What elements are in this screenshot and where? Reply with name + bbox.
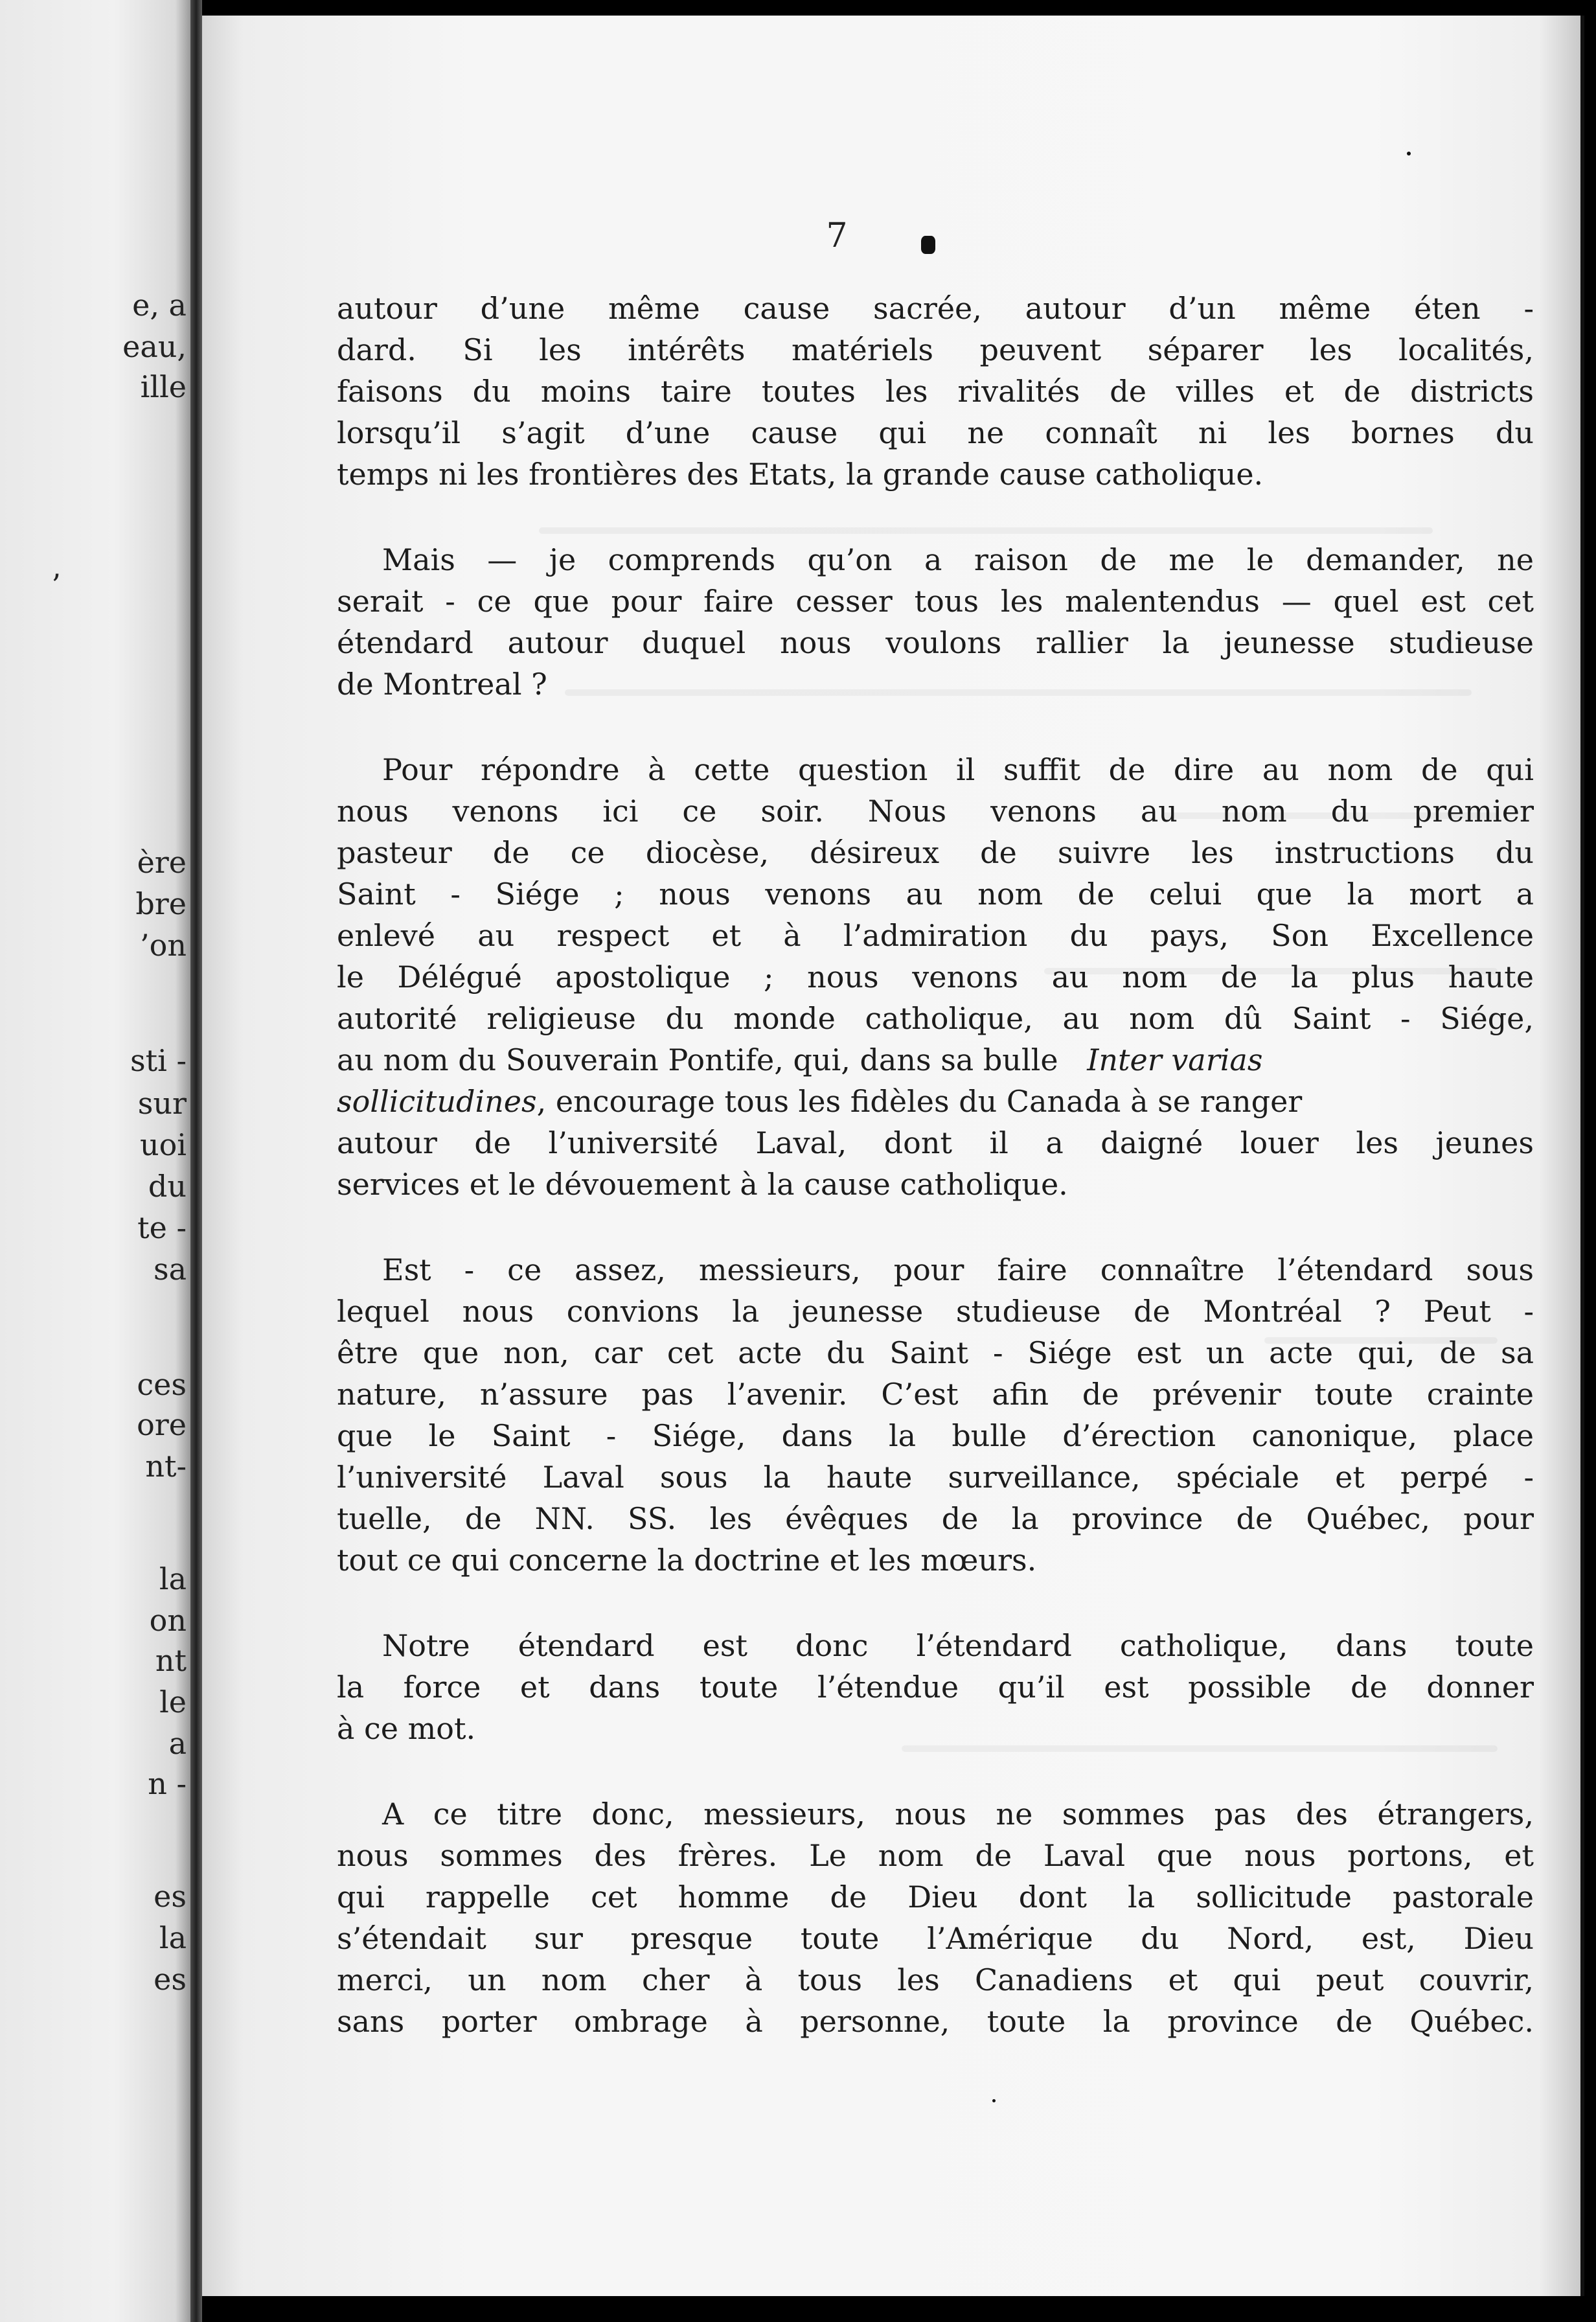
text-line: le Délégué apostolique ; nous venons au nom de la plus haute [337,960,1534,994]
text-line: Saint - Siége ; nous venons au nom de celui que la mort a [337,877,1534,912]
text-line: temps ni les frontières des Etats, la grande cause catholique. [337,457,1264,492]
text-line-with-italic [337,1081,1534,1122]
text-line: autorité religieuse du monde catholique, au nom dû Saint - Siége, [337,1001,1534,1036]
fragment-line: la [159,1920,187,1955]
paragraph [337,1625,1534,1749]
text-line: lorsqu’il s’agit d’une cause qui ne connaît ni les bornes du [337,415,1534,450]
text-line: étendard autour duquel nous voulons rallier la jeunesse studieuse [337,625,1534,660]
fragment-line: es [154,1879,187,1914]
text-line: tout ce qui concerne la doctrine et les mœurs. [337,1543,1037,1578]
fragment-line: la [159,1561,187,1596]
italic-phrase: sollicitudines [337,1084,537,1119]
text-line: de Montreal ? [337,667,547,702]
text-line: autour de l’université Laval, dont il a daigné louer les jeunes [337,1125,1534,1160]
text-line: la force et dans toute l’étendue qu’il est possible de donner [337,1670,1534,1705]
fragment-line: n - [148,1766,187,1801]
scan-speck [1407,152,1411,155]
text-line: que le Saint - Siége, dans la bulle d’érection canonique, place [337,1418,1534,1453]
fragment-line: bre [135,886,187,921]
text-line: l’université Laval sous la haute surveillance, spéciale et perpé - [337,1460,1534,1495]
fragment-line: ère [137,845,187,880]
fragment-line: ’on [140,928,187,963]
text-segment: au nom du Souverain Pontife, qui, dans sa bulle [337,1042,1058,1077]
fragment-line: le [159,1684,187,1719]
text-line: Pour répondre à cette question il suffit de dire au nom de qui [382,752,1534,787]
fragment-line: uoi [139,1127,187,1162]
text-line: enlevé au respect et à l’admiration du pays, Son Excellence [337,918,1534,953]
text-line: qui rappelle cet homme de Dieu dont la sollicitude pastorale [337,1879,1534,1914]
scan-speck [992,2099,996,2102]
page [202,16,1584,2296]
paragraph [337,288,1534,495]
scan-speck [921,236,935,254]
text-line: dard. Si les intérêts matériels peuvent séparer les localités, [337,332,1534,367]
text-line: Mais — je comprends qu’on a raison de me le demander, ne [382,542,1534,577]
fragment-line: ces [137,1367,187,1402]
text-line: être que non, car cet acte du Saint - Siége est un acte qui, de sa [337,1335,1534,1370]
book-gutter [190,0,202,2322]
text-line: services et le dévouement à la cause catholique. [337,1167,1068,1202]
text-line: Est - ce assez, messieurs, pour faire connaître l’étendard sous [382,1252,1534,1287]
fragment-line: ’ [51,568,61,603]
text-line-with-italic [337,1039,1534,1081]
text-line: à ce mot. [337,1711,476,1746]
paragraph [337,749,1534,1205]
text-line: nous venons ici ce soir. Nous venons au nom du premier [337,794,1534,829]
text-line: faisons du moins taire toutes les rivalités de villes et de districts [337,374,1534,409]
text-line: serait - ce que pour faire cesser tous les malentendus — quel est cet [337,584,1534,619]
text-segment: , encourage tous les fidèles du Canada à se ranger [536,1084,1303,1119]
fragment-line: sur [137,1086,187,1121]
fragment-line: te - [137,1210,187,1245]
fragment-line: ore [137,1407,187,1442]
italic-phrase: Inter varias [1087,1042,1263,1077]
paragraph [337,539,1534,705]
text-line: lequel nous convions la jeunesse studieuse de Montréal ? Peut - [337,1294,1534,1329]
text-line: s’étendait sur presque toute l’Amérique du Nord, est, Dieu [337,1921,1534,1956]
text-line: tuelle, de NN. SS. les évêques de la province de Québec, pour [337,1501,1534,1536]
fragment-line: sti - [130,1043,187,1078]
fragment-line: on [149,1603,187,1638]
body-text [337,288,1534,2086]
fragment-line: sa [153,1252,187,1287]
fragment-line: nt [155,1643,187,1678]
fragment-line: a [168,1726,187,1761]
paragraph [337,1249,1534,1581]
page-number: 7 [826,216,848,255]
facing-page-fragment [0,0,190,2322]
text-line: nature, n’assure pas l’avenir. C’est afin de prévenir toute crainte [337,1377,1534,1412]
fragment-line: du [148,1169,187,1204]
fragment-line: e, a [132,288,187,323]
paragraph [337,1793,1534,2042]
fragment-line: nt- [145,1449,187,1484]
text-line: autour d’une même cause sacrée, autour d’un même éten - [337,291,1534,326]
fragment-line: ille [140,369,187,404]
fragment-line: es [154,1962,187,1997]
text-line: merci, un nom cher à tous les Canadiens et qui peut couvrir, [337,1962,1534,1997]
text-line: sans porter ombrage à personne, toute la province de Québec. [337,2004,1534,2039]
fragment-line: eau, [122,329,187,364]
text-line: A ce titre donc, messieurs, nous ne sommes pas des étrangers, [382,1797,1534,1832]
text-line: pasteur de ce diocèse, désireux de suivre les instructions du [337,835,1534,870]
text-line: Notre étendard est donc l’étendard catholique, dans toute [382,1628,1534,1663]
text-line: nous sommes des frères. Le nom de Laval que nous portons, et [337,1838,1534,1873]
